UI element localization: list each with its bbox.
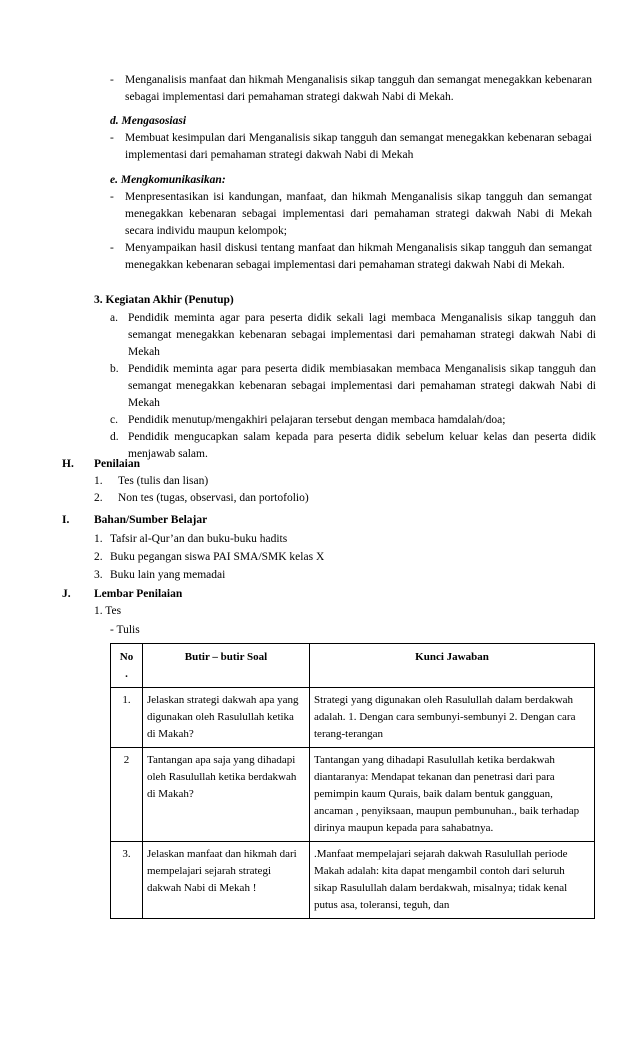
section-j-heading: Lembar Penilaian bbox=[94, 588, 183, 600]
mengasosiasi-list bbox=[110, 130, 592, 164]
cell-kunci: .Manfaat mempelajari sejarah dakwah Rasulullah periode Makah adalah: kita dapat mengambil contoh dari seluruh sikap Rasulullah dalam berdakwah, misalnya; tidak kenal putus asa, toleransi, teguh, dan bbox=[310, 842, 595, 919]
list-item: c. Pendidik menutup/mengakhiri pelajaran tersebut dengan membaca hamdalah/doa; bbox=[110, 414, 506, 426]
bahan-list bbox=[94, 530, 574, 584]
section-h-letter: H. bbox=[62, 458, 74, 470]
list-item: b. Pendidik meminta agar para peserta didik membiasakan membaca Menganalisis sikap tangguh dan semangat menegakkan kebenaran sebagai implementasi dari pemahaman strategi dakwah Nabi di Mekah bbox=[110, 363, 596, 409]
list-item: 1. Tes (tulis dan lisan) bbox=[94, 475, 209, 487]
table-row bbox=[111, 688, 595, 748]
list-item: - Membuat kesimpulan dari Menganalisis sikap tangguh dan semangat menegakkan kebenaran sebagai implementasi dari pemahaman strategi dakwah Nabi di Mekah bbox=[110, 132, 592, 161]
cell-kunci: Strategi yang digunakan oleh Rasulullah dalam berdakwah adalah. 1. Dengan cara sembunyi-sembunyi 2. Dengan cara terang-terangan bbox=[310, 688, 595, 748]
header-soal: Butir – butir Soal bbox=[143, 644, 310, 688]
section-i-heading: Bahan/Sumber Belajar bbox=[94, 514, 208, 526]
list-item: - Menpresentasikan isi kandungan, manfaat, dan hikmah Menganalisis sikap tangguh dan semangat menegakkan kebenaran sebagai implementasi dari pemahaman strategi dakwah Nabi di Mekah secara individu maupun kelompok; bbox=[110, 191, 592, 237]
cell-no: 2 bbox=[111, 748, 143, 842]
table-row bbox=[111, 748, 595, 842]
list-item: 1. Tafsir al-Qur’an dan buku-buku hadits bbox=[94, 533, 288, 545]
mengkomunikasikan-list bbox=[110, 189, 592, 274]
list-item: d. Pendidik mengucapkan salam kepada para peserta didik sebelum keluar kelas dan peserta didik menjawab salam. bbox=[110, 431, 596, 460]
lembar-sub: 1. Tes bbox=[94, 605, 122, 617]
penutup-heading: 3. Kegiatan Akhir (Penutup) bbox=[94, 294, 234, 306]
penilaian-list bbox=[94, 473, 574, 507]
cell-soal: Jelaskan strategi dakwah apa yang digunakan oleh Rasulullah ketika di Makah? bbox=[143, 688, 310, 748]
penutup-list bbox=[110, 310, 596, 463]
cell-soal: Tantangan apa saja yang dihadapi oleh Rasulullah ketika berdakwah di Makah? bbox=[143, 748, 310, 842]
lembar-subsub: - Tulis bbox=[110, 624, 140, 636]
dash-marker: - bbox=[110, 242, 114, 254]
list-item: 2. Buku pegangan siswa PAI SMA/SMK kelas X bbox=[94, 551, 325, 563]
list-item: 3. Buku lain yang memadai bbox=[94, 569, 226, 581]
mengkomunikasikan-heading: e. Mengkomunikasikan: bbox=[110, 174, 226, 186]
dash-marker: - bbox=[110, 74, 114, 86]
section-j-letter: J. bbox=[62, 588, 71, 600]
list-item: 2. Non tes (tugas, observasi, dan portofolio) bbox=[94, 492, 309, 504]
assessment-table bbox=[110, 643, 595, 919]
cell-no: 3. bbox=[111, 842, 143, 919]
list-item: a. Pendidik meminta agar para peserta didik sekali lagi membaca Menganalisis sikap tangguh dan semangat menegakkan kebenaran sebagai implementasi dari pemahaman strategi dakwah Nabi di Mekah bbox=[110, 312, 596, 358]
dash-marker: - bbox=[110, 132, 114, 144]
cell-no: 1. bbox=[111, 688, 143, 748]
list-item: - Menyampaikan hasil diskusi tentang manfaat dan hikmah Menganalisis sikap tangguh dan semangat menegakkan kebenaran sebagai implementasi dari pemahaman strategi dakwah Nabi di Mekah. bbox=[110, 242, 592, 271]
cell-soal: Jelaskan manfaat dan hikmah dari mempelajari sejarah strategi dakwah Nabi di Mekah ! bbox=[143, 842, 310, 919]
list-item: - Menganalisis manfaat dan hikmah Menganalisis sikap tangguh dan semangat menegakkan kebenaran sebagai implementasi dari pemahaman strategi dakwah Nabi di Mekah. bbox=[110, 74, 592, 103]
mengasosiasi-heading: d. Mengasosiasi bbox=[110, 115, 187, 127]
section-i-letter: I. bbox=[62, 514, 70, 526]
section-h-heading: Penilaian bbox=[94, 458, 141, 470]
cell-kunci: Tantangan yang dihadapi Rasulullah ketika berdakwah diantaranya: Mendapat tekanan dan penetrasi dari para pemimpin kaum Qurais, baik dalam bentuk gangguan, ancaman , penyiksaan, maupun pembunuhan., baik terhadap dirinya maupun kepada para sahabatnya. bbox=[310, 748, 595, 842]
header-kunci: Kunci Jawaban bbox=[310, 644, 595, 688]
table-row bbox=[111, 842, 595, 919]
table-header-row bbox=[111, 644, 595, 688]
menanya-list bbox=[110, 72, 592, 106]
dash-marker: - bbox=[110, 191, 114, 203]
header-no: No . bbox=[111, 644, 143, 688]
